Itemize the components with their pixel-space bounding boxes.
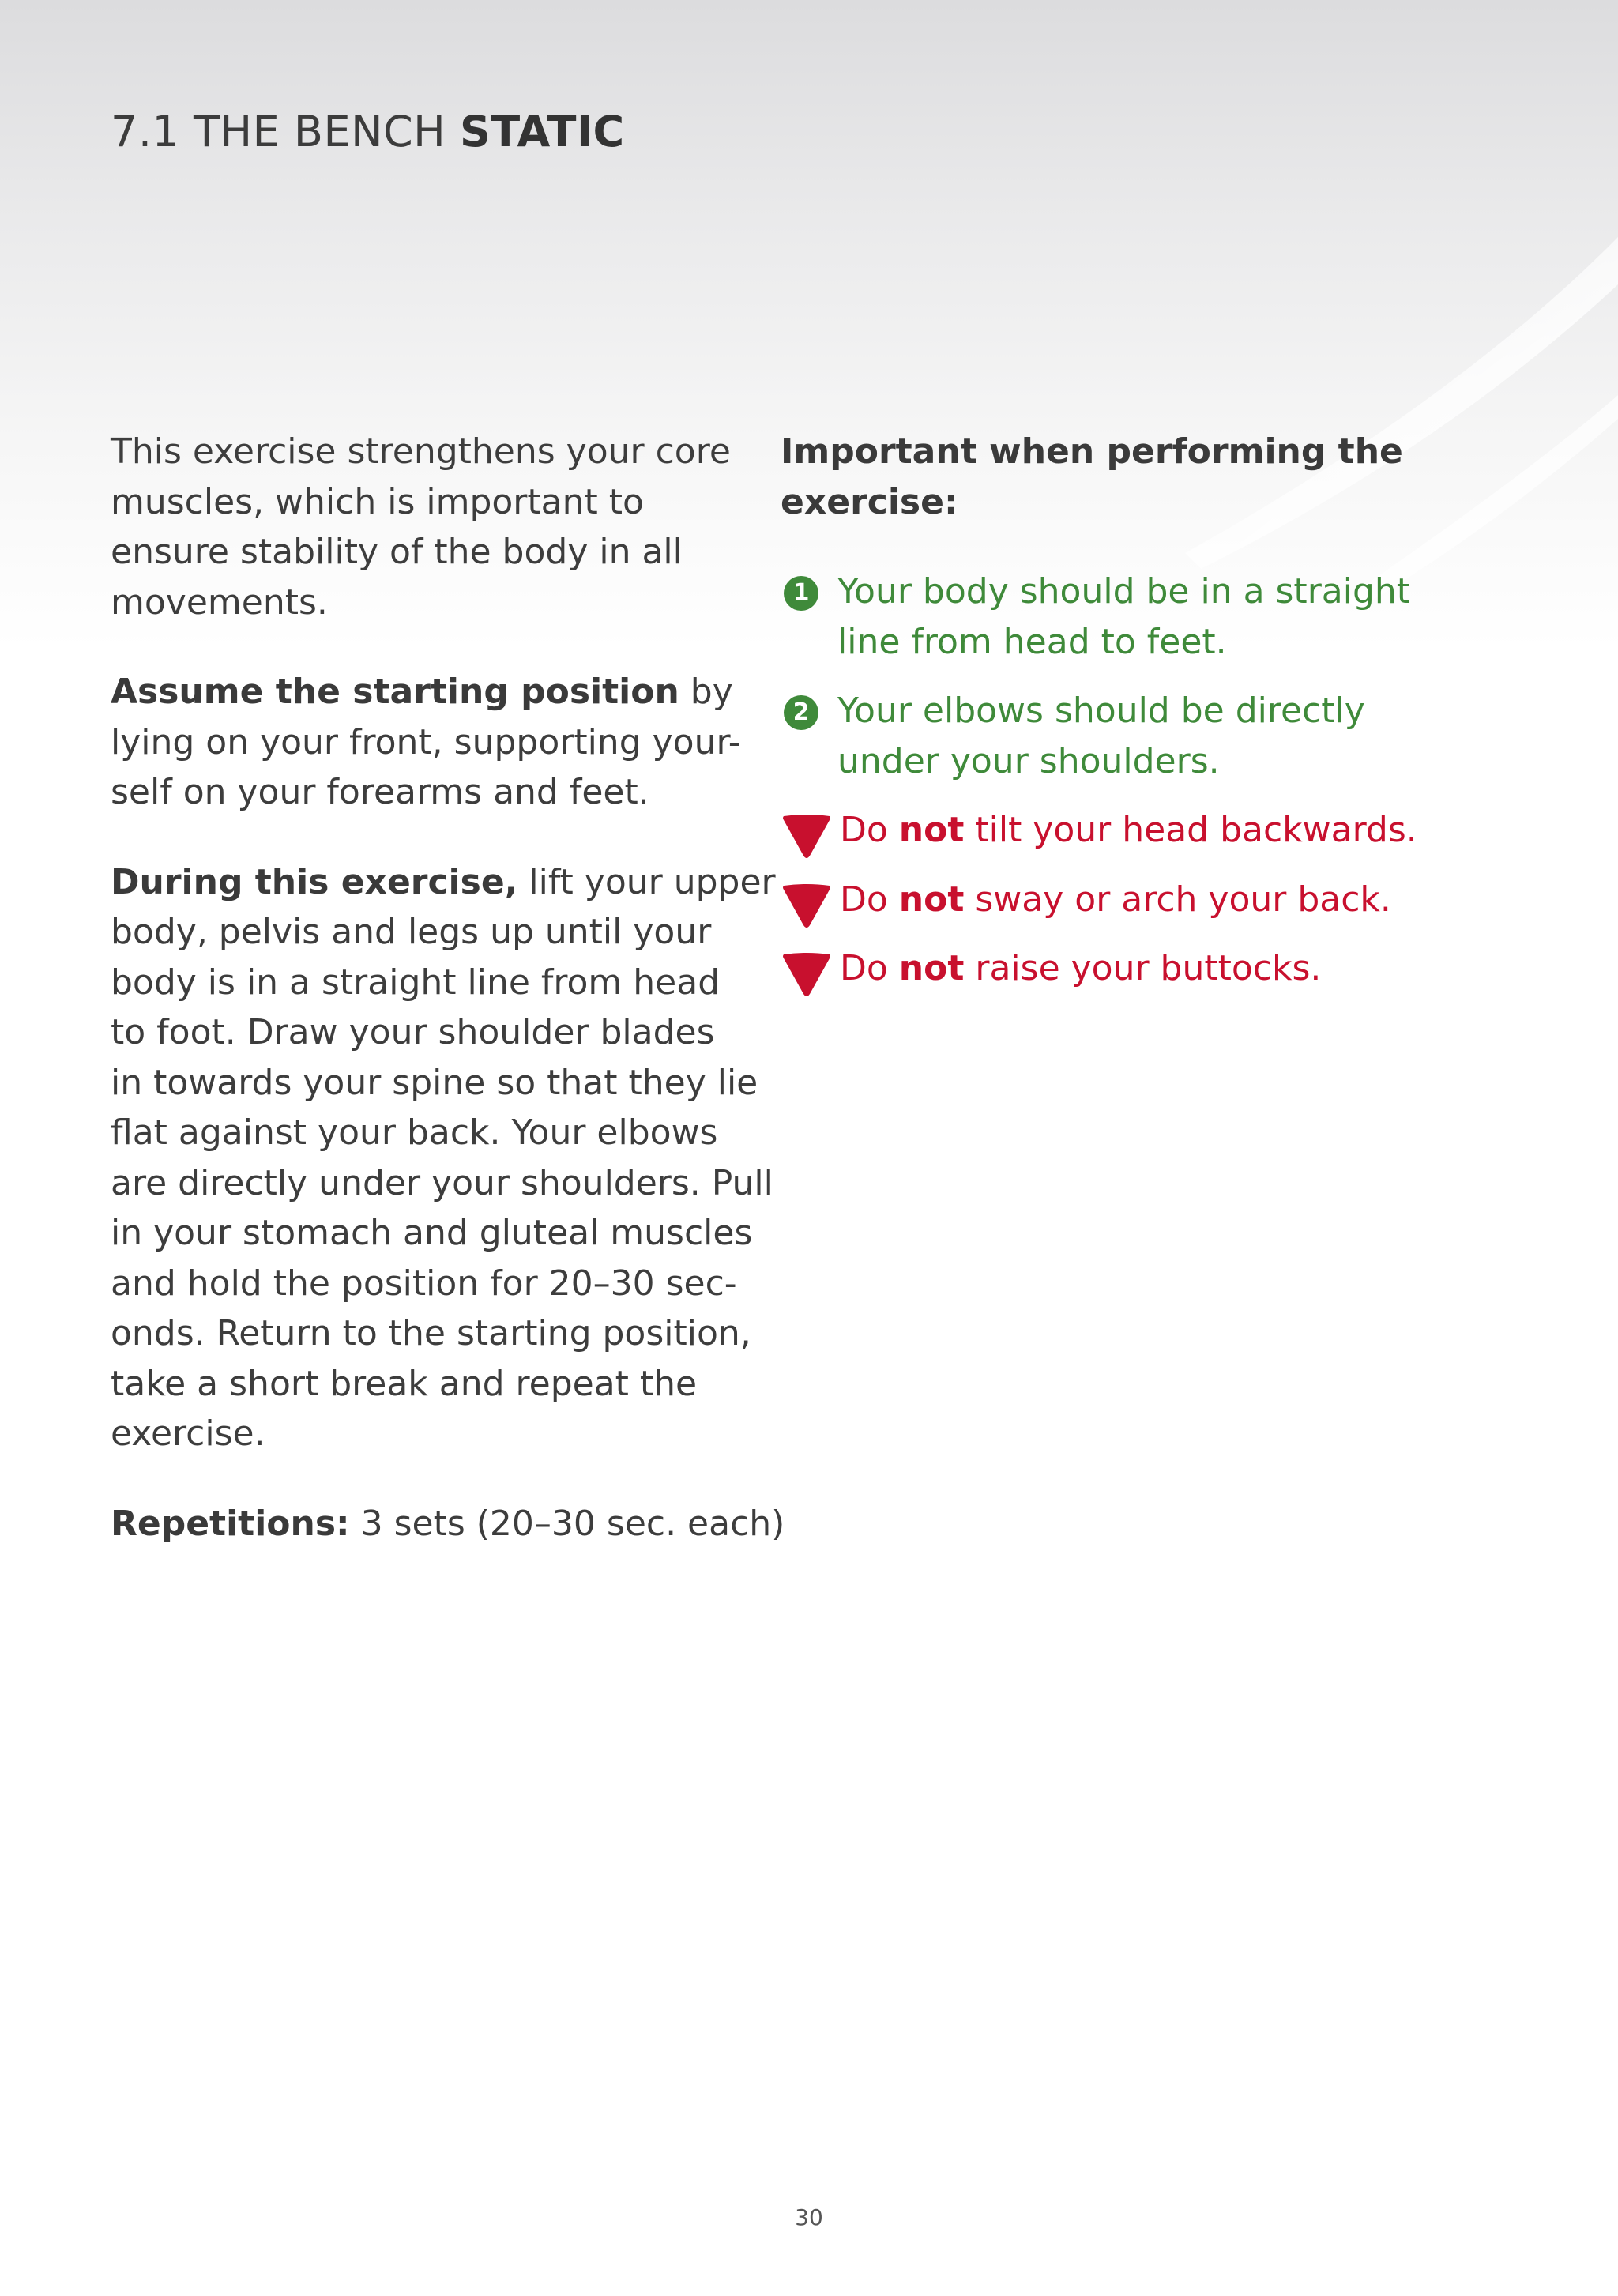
during-line: take a short break and repeat the: [111, 1363, 698, 1404]
repetitions-label: Repetitions:: [111, 1503, 350, 1544]
repetitions-line: [111, 1499, 785, 1549]
starting-position-line: self on your forearms and feet.: [111, 772, 649, 812]
numbered-circle-icon: 1: [784, 576, 818, 611]
starting-position-lead: Assume the starting position: [111, 672, 679, 712]
tip-item: [781, 686, 1571, 786]
starting-position-text: by: [679, 672, 733, 712]
during-line: onds. Return to the starting position,: [111, 1313, 751, 1353]
important-heading-line: Important when performing the: [781, 431, 1403, 472]
during-exercise-paragraph: [111, 857, 776, 1459]
warning-pre: Do: [840, 810, 899, 850]
tip-line: Your elbows should be directly: [837, 691, 1365, 731]
during-line: body, pelvis and legs up until your: [111, 912, 712, 952]
warning-triangle-icon: [781, 883, 833, 928]
exercise-description: [111, 427, 785, 1588]
warning-pre: Do: [840, 948, 899, 988]
important-notes: [781, 427, 1571, 1013]
warning-triangle-icon: [781, 951, 833, 997]
warning-triangle-icon: [781, 813, 833, 859]
during-lead: During this exercise,: [111, 861, 518, 902]
intro-paragraph: [111, 427, 743, 627]
warning-item: [781, 943, 1571, 994]
during-line: are directly under your shoulders. Pull: [111, 1162, 773, 1203]
warning-bold: not: [898, 879, 965, 920]
starting-position-first-line: [111, 667, 743, 717]
numbered-circle-icon: 2: [784, 695, 818, 730]
intro-line: movements.: [111, 582, 328, 623]
warning-post: sway or arch your back.: [964, 879, 1391, 920]
warning-bold: not: [898, 810, 965, 850]
page-number: 30: [795, 2204, 823, 2230]
during-line: in towards your spine so that they lie: [111, 1062, 758, 1103]
page-title: [111, 107, 625, 156]
during-text: lift your upper: [517, 861, 776, 902]
starting-position-line: lying on your front, supporting your-: [111, 721, 741, 762]
important-heading: [781, 427, 1571, 527]
intro-line: This exercise strengthens your core: [111, 431, 731, 472]
during-line: exercise.: [111, 1413, 265, 1454]
tip-item: [781, 566, 1571, 667]
title-bold: STATIC: [459, 107, 625, 156]
warning-pre: Do: [840, 879, 899, 920]
warning-post: tilt your head backwards.: [964, 810, 1417, 850]
intro-line: muscles, which is important to: [111, 481, 644, 522]
during-line: to foot. Draw your shoulder blades: [111, 1012, 715, 1052]
during-line: in your stomach and gluteal muscles: [111, 1213, 753, 1253]
starting-position-paragraph: [111, 667, 743, 818]
during-first-line: [111, 857, 776, 908]
repetitions-paragraph: [111, 1499, 785, 1549]
tip-line: under your shoulders.: [837, 740, 1220, 781]
tip-line: line from head to feet.: [837, 621, 1227, 662]
warning-item: [781, 875, 1571, 925]
during-line: flat against your back. Your elbows: [111, 1112, 718, 1153]
warning-item: [781, 805, 1571, 856]
warning-bold: not: [898, 948, 965, 988]
repetitions-value: 3 sets (20–30 sec. each): [349, 1503, 785, 1544]
title-prefix: 7.1 THE BENCH: [111, 107, 446, 156]
tip-line: Your body should be in a straight: [837, 571, 1411, 612]
intro-line: ensure stability of the body in all: [111, 532, 683, 572]
important-heading-line: exercise:: [781, 481, 958, 522]
during-line: body is in a straight line from head: [111, 962, 721, 1003]
during-line: and hold the position for 20–30 sec-: [111, 1263, 737, 1304]
warning-post: raise your buttocks.: [964, 948, 1322, 988]
